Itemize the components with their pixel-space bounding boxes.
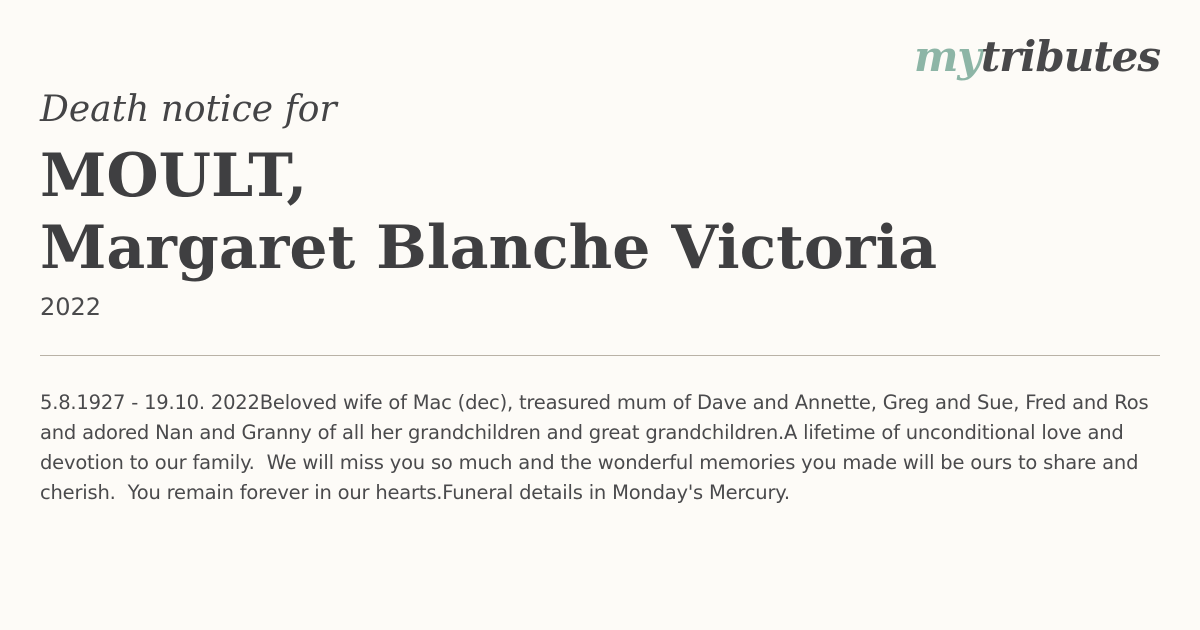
notice-heading: Death notice for	[40, 89, 337, 130]
logo-tributes-text: tributes	[980, 32, 1160, 81]
notice-year: 2022	[40, 293, 102, 321]
notice-body-text: 5.8.1927 - 19.10. 2022Beloved wife of Mac (dec), treasured mum of Dave and Annette, Greg and Sue, Fred and Ros and adored Nan and Granny of all her grandchildren and great grandchildren.A lifetime of unconditional love and devotion to our family. We will miss you so much and the wonderful memories you made will be ours to share and cherish. You remain forever in our hearts.Funeral details in Monday's Mercury.	[40, 391, 1155, 504]
deceased-given-names: Margaret Blanche Victoria	[40, 213, 938, 283]
mytributes-logo[interactable]	[913, 32, 1160, 81]
deceased-surname: MOULT,	[40, 141, 308, 211]
logo-my-text: my	[913, 32, 981, 81]
divider	[40, 355, 1160, 356]
